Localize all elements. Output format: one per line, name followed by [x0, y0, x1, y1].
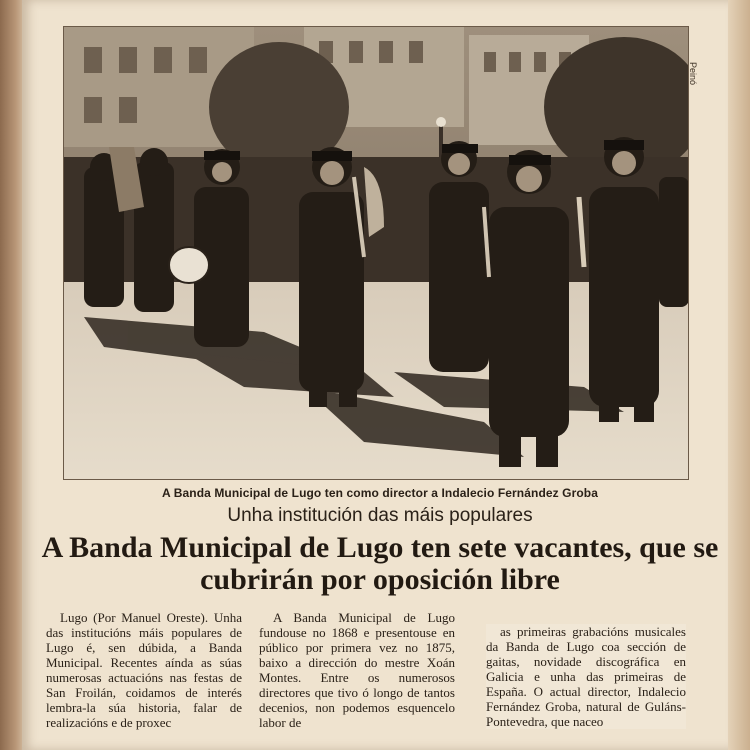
- photo-credit: Peinó: [688, 62, 698, 86]
- band-photograph: [63, 26, 689, 480]
- article-column-2: [259, 610, 455, 730]
- article-headline: A Banda Municipal de Lugo ten sete vacantes, que se cubrirán por oposición libre: [41, 531, 719, 596]
- photo-caption: A Banda Municipal de Lugo ten como director a Indalecio Fernández Groba: [161, 486, 599, 500]
- column-3-text: as primeiras grabacións musicales da Banda de Lugo coa sección de gaitas, novidade discográfica en Galicia e unha das primeiras de España. O actual director, Indalecio Fernández Groba, natural de Guláns-Pontevedra, que naceo: [486, 624, 686, 729]
- article-body: [46, 610, 696, 750]
- article-column-1: [46, 610, 242, 730]
- article-column-3: [486, 624, 686, 729]
- page-edge: [728, 0, 750, 750]
- column-2-text: A Banda Municipal de Lugo fundouse no 1868 e presentouse en público por primera vez no 1875, baixo a dirección do mestre Xoán Montes. Entre os numerosos directores que tivo ó longo de tantos decenios, non podemos esquencelo labor de: [259, 610, 455, 730]
- column-1-text: Lugo (Por Manuel Oreste). Unha das institucións máis populares de Lugo é, sen dúbida, a Banda Municipal. Recentes aínda as súas numerosas actuacións nas festas de San Froilán, coidamos de interés lembra-la súa historia, falar de realizacións e de proxec: [46, 610, 242, 730]
- article-kicker: Unha institución das máis populares: [227, 505, 533, 526]
